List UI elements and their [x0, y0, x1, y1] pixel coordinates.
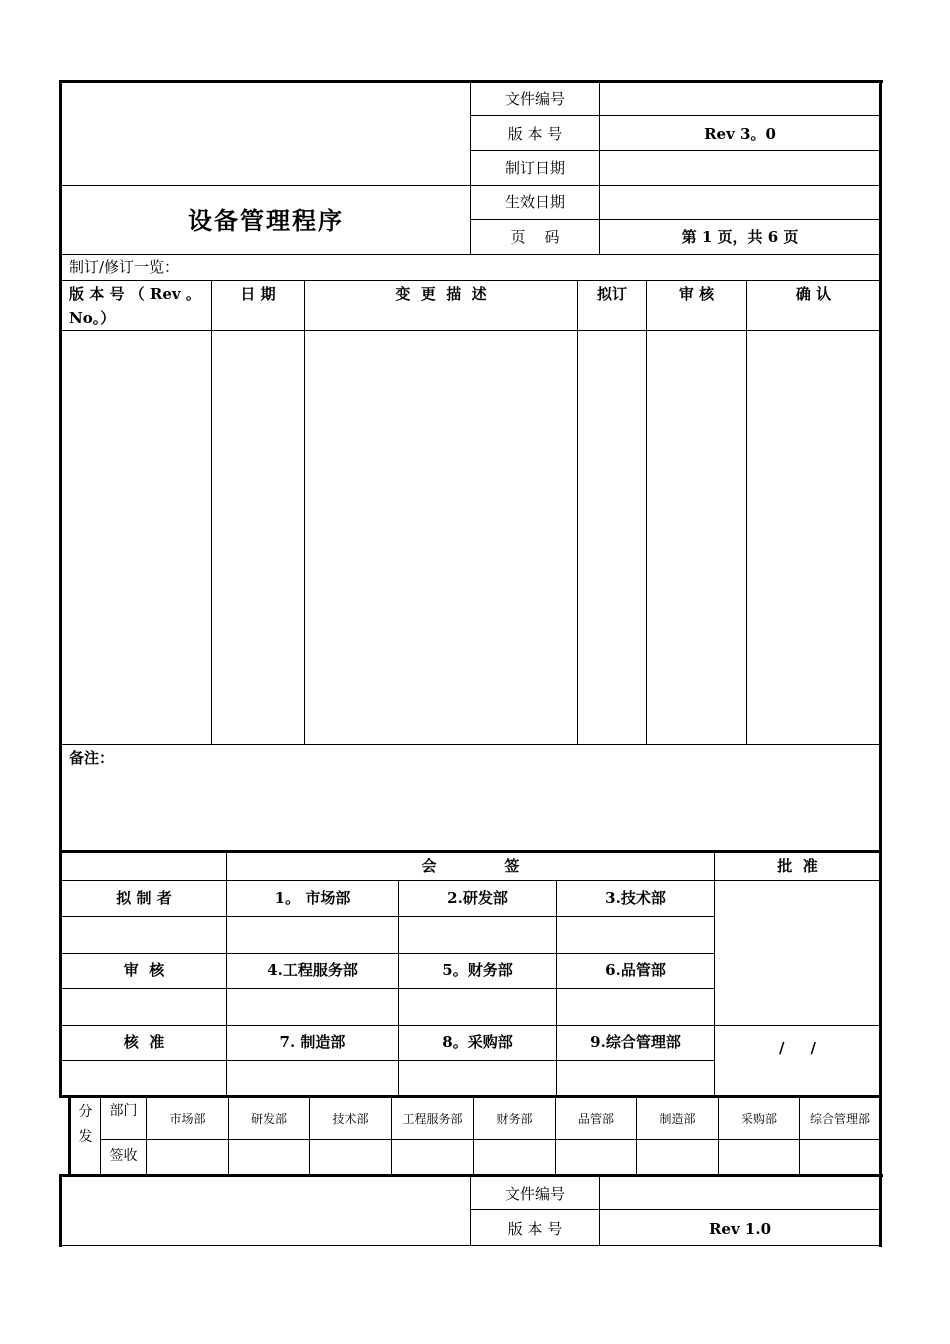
dept-engineering-service: 4.工程服务部	[267, 961, 358, 979]
countersign-header: 会 签	[421, 857, 520, 875]
col-date-header: 日 期	[240, 285, 276, 303]
col-description-header: 变 更 描 述	[395, 285, 487, 303]
col-drafter-header: 拟订	[596, 285, 627, 303]
dist-dept-marketing: 市场部	[169, 1112, 206, 1126]
dept-general-admin: 9.综合管理部	[590, 1033, 681, 1051]
revision-section-title: 制订/修订一览：	[69, 258, 180, 276]
dist-dept-purchasing: 采购部	[740, 1112, 777, 1126]
role-drafter: 拟 制 者	[116, 889, 172, 907]
dist-dept-rnd: 研发部	[250, 1112, 287, 1126]
sign-row-label: 签收	[109, 1148, 138, 1164]
distribution-label-2: 发	[78, 1129, 93, 1145]
dept-row-label: 部门	[109, 1103, 138, 1119]
dist-dept-engineering-service: 工程服务部	[402, 1112, 463, 1126]
dist-dept-technology: 技术部	[332, 1112, 369, 1126]
dept-quality: 6.品管部	[605, 961, 666, 979]
approve-date-placeholder: / /	[778, 1039, 817, 1057]
doc-no-label: 文件编号	[504, 90, 565, 108]
col-version-header-line1: 版 本 号 （ Rev 。	[69, 285, 201, 303]
role-reviewer: 审 核	[123, 961, 165, 979]
dist-dept-finance: 财务部	[496, 1112, 533, 1126]
document-title: 设备管理程序	[188, 206, 344, 235]
role-approver: 核 准	[123, 1033, 165, 1051]
col-reviewer-header: 审 核	[678, 285, 715, 303]
dist-dept-general-admin: 综合管理部	[809, 1112, 870, 1126]
approve-header: 批 准	[777, 857, 818, 875]
col-version-header-line2: No。）	[69, 309, 116, 327]
effective-date-label: 生效日期	[504, 193, 565, 211]
col-confirm-header: 确 认	[795, 285, 832, 303]
version-label: 版 本 号	[507, 125, 563, 143]
page-number-value: 第 1 页，共 6 页	[681, 228, 799, 246]
dept-finance: 5。财务部	[442, 961, 513, 979]
dept-rnd: 2.研发部	[447, 889, 508, 907]
issue-date-label: 制订日期	[504, 159, 565, 177]
dept-technology: 3.技术部	[605, 889, 666, 907]
footer-version-label: 版 本 号	[507, 1220, 563, 1238]
page-label: 页 码	[510, 228, 560, 246]
remarks-label: 备注：	[69, 749, 115, 767]
footer-doc-no-label: 文件编号	[504, 1185, 565, 1203]
version-value: Rev 3。0	[704, 125, 776, 143]
footer-version-value: Rev 1.0	[708, 1220, 772, 1238]
dept-manufacturing: 7. 制造部	[279, 1033, 346, 1051]
dist-dept-quality: 品管部	[577, 1112, 614, 1126]
dept-purchasing: 8。采购部	[442, 1033, 513, 1051]
dist-dept-manufacturing: 制造部	[659, 1112, 696, 1126]
distribution-label-1: 分	[78, 1104, 93, 1120]
dept-marketing: 1。 市场部	[274, 889, 351, 907]
